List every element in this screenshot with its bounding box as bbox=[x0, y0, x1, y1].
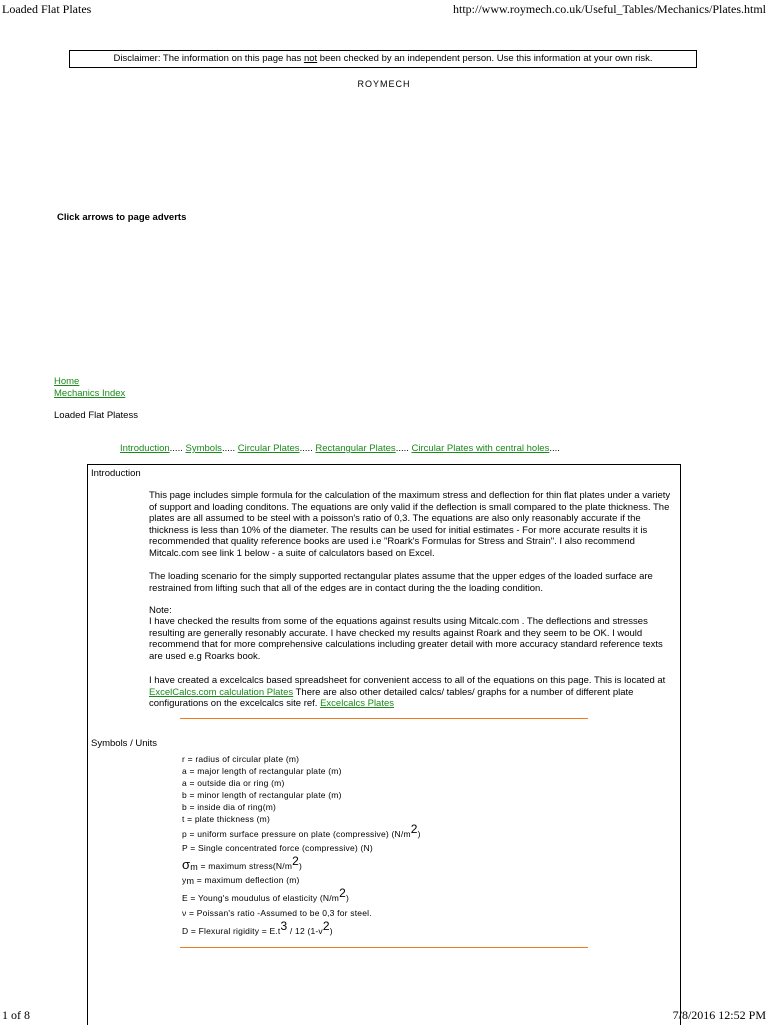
page-url: http://www.roymech.co.uk/Useful_Tables/Mechanics/Plates.html bbox=[453, 2, 766, 16]
symbol-line: b = inside dia of ring(m) bbox=[182, 802, 277, 812]
page-number: 1 of 8 bbox=[2, 1008, 30, 1022]
section-nav bbox=[120, 443, 560, 454]
symbol-pressure-text: p = uniform surface pressure on plate (compressive) (N/m bbox=[182, 829, 411, 839]
superscript: 2 bbox=[322, 919, 330, 933]
symbol-deflection bbox=[182, 875, 300, 886]
symbol-line: b = minor length of rectangular plate (m) bbox=[182, 790, 342, 800]
intro-paragraph-2: The loading scenario for the simply supported rectangular plates assume that the upper edges of the loaded surface are restrained from lifting such that all of the edges are in contact during the the loading condition. bbox=[149, 571, 653, 594]
home-link[interactable]: Home bbox=[54, 376, 80, 387]
disclaimer-text-before: Disclaimer: The information on this page has bbox=[113, 53, 304, 64]
y-symbol: y bbox=[182, 875, 187, 885]
section-separator: ..... bbox=[169, 443, 183, 454]
section-link-rectangular-plates[interactable]: Rectangular Plates bbox=[315, 443, 396, 454]
section-link-introduction[interactable]: Introduction bbox=[120, 443, 170, 454]
brand-name: ROYMECH bbox=[357, 79, 411, 89]
section-separator: ..... bbox=[299, 443, 313, 454]
section-link-circular-plates-holes[interactable]: Circular Plates with central holes bbox=[411, 443, 550, 454]
print-datetime: 7/8/2016 12:52 PM bbox=[672, 1008, 766, 1022]
disclaimer-box bbox=[69, 50, 697, 68]
close-paren: ) bbox=[417, 829, 421, 839]
excelcalcs-text-b: There are also other detailed calcs/ tables/ graphs for a number of different plate configurations on the excelcalcs site ref. bbox=[149, 686, 634, 709]
symbol-youngs bbox=[182, 886, 349, 903]
section-separator: ..... bbox=[395, 443, 409, 454]
superscript: 2 bbox=[410, 822, 418, 836]
flexural-text-a: D = Flexural rigidity = E.t bbox=[182, 926, 281, 936]
excelcalcs-plates-link[interactable]: ExcelCalcs.com calculation Plates bbox=[149, 686, 294, 698]
subscript: m bbox=[186, 876, 195, 886]
page-title: Loaded Flat Plates bbox=[2, 2, 92, 16]
introduction-heading: Introduction bbox=[91, 468, 141, 479]
symbol-line: t = plate thickness (m) bbox=[182, 814, 270, 824]
intro-paragraph-3: I have checked the results from some of the equations against results using Mitcalc.com . The deflections and stresses resulting are generally resonably accurate. I have checked my results against Roark and they seem to be OK. I would recommend that for more comprehensive calculations including greater detail with more accuracy standard reference texts are used e.g Roarks book. bbox=[149, 616, 663, 662]
disclaimer-emphasis: not bbox=[303, 53, 318, 64]
section-divider bbox=[180, 947, 588, 948]
symbols-heading: Symbols / Units bbox=[91, 738, 157, 749]
symbol-pressure bbox=[182, 822, 421, 839]
superscript: 2 bbox=[339, 886, 346, 900]
adverts-hint: Click arrows to page adverts bbox=[57, 212, 187, 223]
excelcalcs-text-a: I have created a excelcalcs based spreadsheet for convenient access to all of the equations on this page. This is located at bbox=[149, 675, 666, 686]
section-link-symbols[interactable]: Symbols bbox=[185, 443, 222, 454]
close-paren: ) bbox=[298, 861, 303, 871]
symbol-deflection-text: = maximum deflection (m) bbox=[194, 875, 300, 885]
symbol-stress-text: = maximum stress(N/m bbox=[197, 861, 293, 871]
symbol-flexural-rigidity bbox=[182, 919, 333, 936]
section-link-circular-plates[interactable]: Circular Plates bbox=[237, 443, 300, 454]
sigma-symbol: σ bbox=[182, 857, 191, 872]
flexural-text-c: ) bbox=[329, 926, 333, 936]
symbol-poisson: ν = Poissan's ratio -Assumed to be 0,3 for steel. bbox=[182, 908, 372, 918]
excelcalcs-plates-ref-link[interactable]: Excelcalcs Plates bbox=[320, 698, 395, 709]
symbol-line: a = major length of rectangular plate (m) bbox=[182, 766, 342, 776]
section-divider bbox=[180, 718, 588, 719]
symbol-line: a = outside dia or ring (m) bbox=[182, 778, 285, 788]
superscript: 3 bbox=[280, 919, 288, 933]
page-subtitle: Loaded Flat Platess bbox=[54, 410, 138, 421]
symbol-youngs-text: E = Young's moudulus of elasticity (N/m bbox=[182, 893, 340, 903]
intro-paragraph-4 bbox=[149, 675, 677, 710]
note-label: Note: bbox=[149, 605, 172, 616]
content-box bbox=[87, 464, 681, 1025]
flexural-text-b: / 12 (1-v bbox=[287, 926, 323, 936]
superscript: 2 bbox=[292, 854, 299, 868]
section-trailing: .... bbox=[549, 443, 560, 454]
section-separator: ..... bbox=[221, 443, 236, 454]
symbol-line: r = radius of circular plate (m) bbox=[182, 754, 300, 764]
disclaimer-text-after: been checked by an independent person. Use this information at your own risk. bbox=[317, 53, 653, 64]
mechanics-index-link[interactable]: Mechanics Index bbox=[54, 388, 126, 399]
symbol-stress bbox=[182, 854, 303, 872]
symbol-force: P = Single concentrated force (compressive) (N) bbox=[182, 843, 373, 853]
subscript: m bbox=[190, 862, 198, 872]
close-paren: ) bbox=[345, 893, 349, 903]
intro-paragraph-1: This page includes simple formula for the calculation of the maximum stress and deflection for thin flat plates under a variety of support and loading conditons. The equations are only valid if the deflection is small compared to the plate thickness. The plates are all assumed to be steel with a poisson's ratio of 0,3. The equations are also only reasonably accurate if the thickness is less than 10% of the diameter. The results can be used for initial estimates - For more accurate results it is recommended that quality reference books are used i.e "Roark's Formulas for Stress and Strain". I also recommend Mitcalc.com see link 1 below - a suite of calculators based on Excel. bbox=[149, 490, 671, 559]
